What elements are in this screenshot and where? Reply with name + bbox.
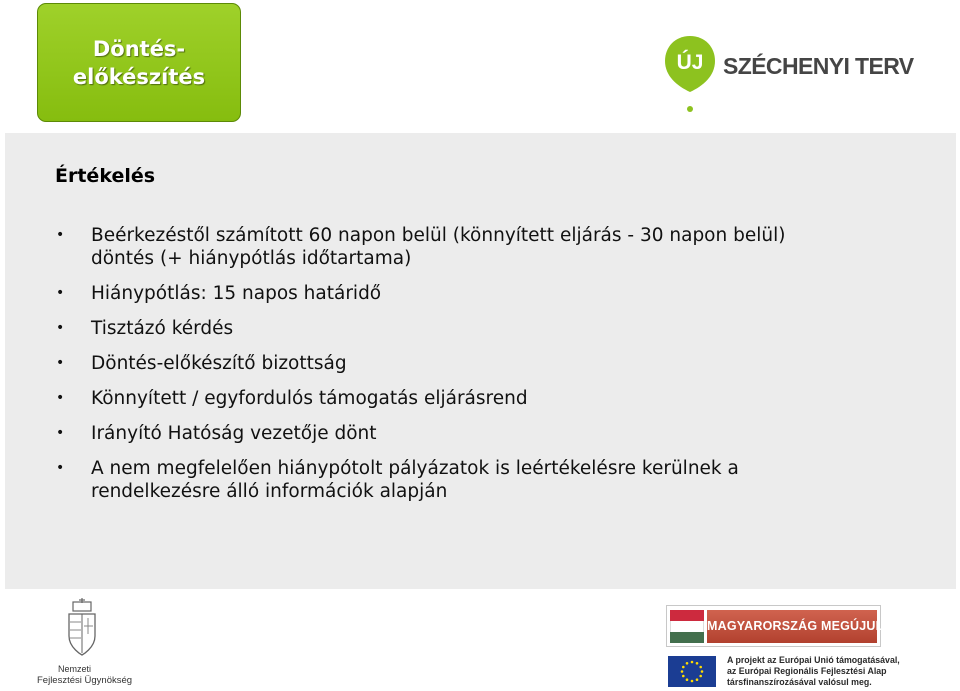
agency-name-line2: Fejlesztési Ügynökség (37, 675, 133, 686)
list-item-line: rendelkezésre álló információk alapján (91, 481, 448, 502)
agency-name-line1: Nemzeti (58, 664, 92, 674)
bullet-icon: • (56, 285, 65, 301)
slide-title-box (37, 3, 241, 122)
list-item (55, 317, 935, 340)
list-item-line: Könnyített / egyfordulós támogatás eljárásrend (91, 388, 528, 409)
logo-pin-icon (663, 34, 717, 120)
list-item-line: Irányító Hatóság vezetője dönt (91, 423, 377, 444)
logo-pin-text: ÚJ (676, 51, 704, 74)
magyarorszag-megujul-banner (666, 605, 884, 647)
bullet-icon: • (56, 320, 65, 336)
list-item (55, 457, 935, 503)
eu-funding-line: az Európai Regionális Fejlesztési Alap (727, 666, 887, 676)
eu-funding-line: A projekt az Európai Unió támogatásával, (727, 655, 900, 665)
hungarian-flag-icon (670, 610, 704, 643)
banner-label: MAGYARORSZÁG MEGÚJUL (707, 610, 877, 643)
list-item-line: Tisztázó kérdés (91, 318, 234, 339)
brand-name: SZÉCHENYI TERV (723, 53, 914, 79)
list-item (55, 224, 935, 270)
eu-flag-icon (668, 656, 716, 687)
bullet-icon: • (56, 460, 65, 476)
eu-funding-text (727, 655, 900, 688)
uj-szechenyi-terv-logo (660, 30, 930, 120)
agency-logo (36, 598, 136, 688)
list-item-line: Beérkezéstől számított 60 napon belül (könnyített eljárás - 30 napon belül) (91, 225, 786, 246)
section-heading: Értékelés (55, 165, 156, 187)
bullet-icon: • (56, 227, 65, 243)
bullet-list (55, 224, 935, 515)
slide-title-line: előkészítés (72, 64, 206, 89)
list-item (55, 352, 935, 375)
bullet-icon: • (56, 390, 65, 406)
list-item (55, 422, 935, 445)
list-item-line: Döntés-előkészítő bizottság (91, 353, 347, 374)
list-item-line: A nem megfelelően hiánypótolt pályázatok is leértékelésre kerülnek a (91, 458, 739, 479)
eu-stars-icon (668, 656, 716, 687)
list-item (55, 387, 935, 410)
bullet-icon: • (56, 355, 65, 371)
list-item (55, 282, 935, 305)
slide-title-line: Döntés- (92, 36, 186, 61)
bullet-icon: • (56, 425, 65, 441)
coat-of-arms-icon (64, 598, 100, 662)
slide-title (73, 35, 205, 91)
eu-funding-line: társfinanszírozásával valósul meg. (727, 677, 872, 687)
list-item-line: döntés (+ hiánypótlás időtartama) (91, 248, 412, 269)
list-item-line: Hiánypótlás: 15 napos határidő (91, 283, 382, 304)
